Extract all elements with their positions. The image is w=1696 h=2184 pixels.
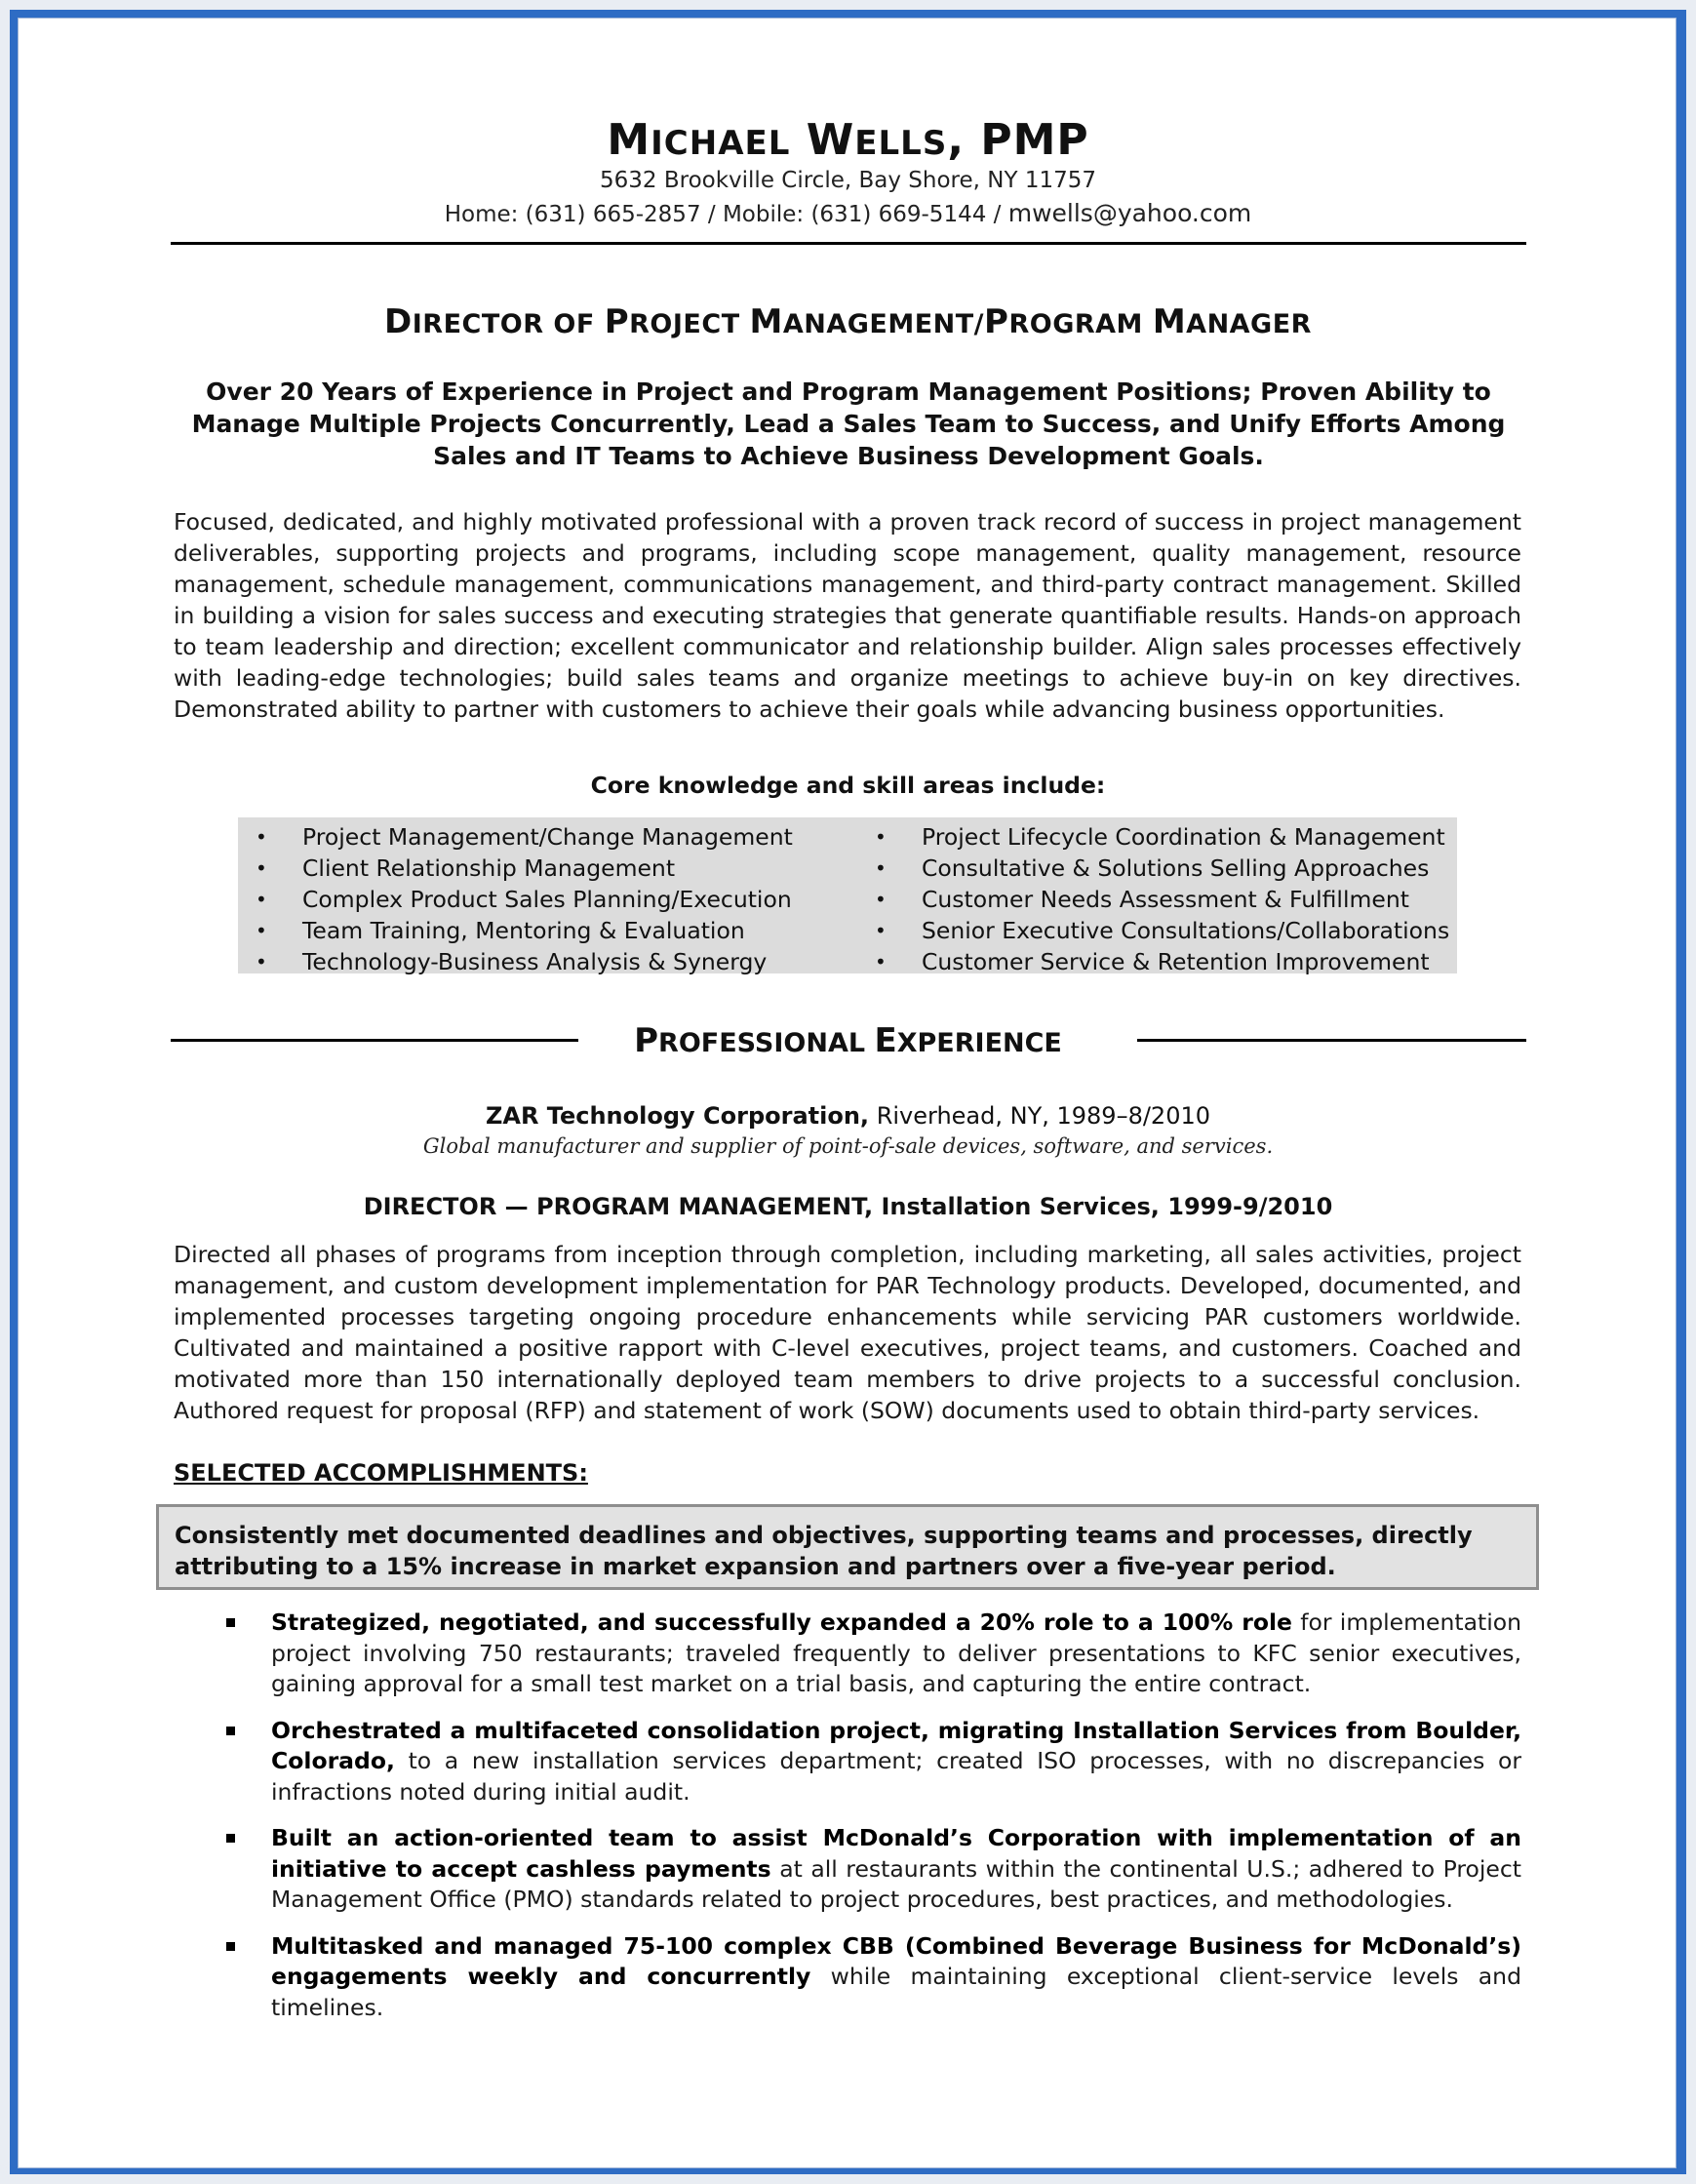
skill-item: • Senior Executive Consultations/Collaborations (857, 915, 1449, 946)
square-bullet-icon (226, 1942, 235, 1951)
company-line (0, 1102, 1696, 1130)
accomplishment-item: Strategized, negotiated, and successfully expanded a 20% role to a 100% role for implementation project involving 750 restaurants; traveled frequently to deliver presentations to KFC senior executives, gaining approval for a small test market on a trial basis, and capturing the entire contract. (222, 1608, 1521, 1700)
role-description: Directed all phases of programs from inception through completion, including marketing, all sales activities, project management, and custom development implementation for PAR Technology products. Developed, documented, and implemented processes targeting ongoing procedure enhancements while servicing PAR customers worldwide. Cultivated and maintained a positive rapport with C-level executives, project teams, and customers. Coached and motivated more than 150 internationally deployed team members to drive projects to a successful conclusion. Authored request for proposal (RFP) and statement of work (SOW) documents used to obtain third-party services. (174, 1241, 1521, 1424)
company-description: Global manufacturer and supplier of point-of-sale devices, software, and services. (422, 1134, 1274, 1158)
highlight-box (156, 1504, 1539, 1590)
skill-item: • Customer Service & Retention Improvement (857, 946, 1449, 977)
phone-numbers: Home: (631) 665-2857 / Mobile: (631) 669-5144 / (444, 202, 1008, 227)
skill-item: • Customer Needs Assessment & Fulfillment (857, 884, 1449, 915)
summary-paragraph: Focused, dedicated, and highly motivated professional with a proven track record of success in project management deliverables, supporting projects and programs, including scope management, quality management, resource management, schedule management, communications management, and third-party contract management. Skilled in building a vision for sales success and executing strategies that generate quantifiable results. Hands-on approach to team leadership and direction; excellent communicator and relationship builder. Align sales processes effectively with leading-edge technologies; build sales teams and organize meetings to achieve buy-in on key directives. Demonstrated ability to partner with customers to achieve their goals while advancing business opportunities. (174, 508, 1521, 723)
company-name: ZAR Technology Corporation, (485, 1102, 870, 1130)
section-rule-right (1137, 1039, 1526, 1042)
section-title-experience: PROFESSIONAL EXPERIENCE (634, 1021, 1062, 1060)
company-location: Riverhead, NY, 1989–8/2010 (869, 1102, 1211, 1130)
accomplishments-list (222, 1608, 1521, 2039)
skill-item: • Project Lifecycle Coordination & Management (857, 821, 1449, 853)
skill-item: • Complex Product Sales Planning/Execution (238, 884, 793, 915)
highlight-text: Consistently met documented deadlines and objectives, supporting teams and processes, directly attributing to a 15% increase in market expansion and partners over a five-year period. (175, 1522, 1473, 1580)
accomplishment-item: Orchestrated a multifaceted consolidation project, migrating Installation Services from Boulder, Colorado, to a new installation services department; created ISO processes, with no discrepancies or infractions noted during initial audit. (222, 1716, 1521, 1808)
square-bullet-icon (226, 1834, 235, 1843)
accomplishments-heading: SELECTED ACCOMPLISHMENTS: (174, 1459, 588, 1487)
skill-item: • Team Training, Mentoring & Evaluation (238, 915, 793, 946)
skills-box (238, 817, 1457, 973)
address-line: 5632 Brookville Circle, Bay Shore, NY 11757 (600, 168, 1096, 193)
email-link[interactable]: mwells@yahoo.com (1007, 199, 1252, 227)
skill-item: • Technology-Business Analysis & Synergy (238, 946, 793, 977)
skills-column-left (238, 821, 793, 977)
skill-item: • Client Relationship Management (238, 853, 793, 884)
skills-title: Core knowledge and skill areas include: (590, 772, 1106, 799)
accomplishment-item: Multitasked and managed 75-100 complex CBB (Combined Beverage Business for McDonald’s) engagements weekly and concurrently while maintaining exceptional client-service levels and timelines. (222, 1931, 1521, 2024)
square-bullet-icon (226, 1618, 235, 1627)
skills-column-right (857, 821, 1449, 977)
job-headline: DIRECTOR OF PROJECT MANAGEMENT/PROGRAM MANAGER (384, 302, 1312, 341)
contact-line (0, 199, 1696, 227)
square-bullet-icon (226, 1727, 235, 1735)
candidate-name: MICHAEL WELLS, PMP (607, 115, 1089, 165)
tagline: Over 20 Years of Experience in Project and Program Management Positions; Proven Ability to Manage Multiple Projects Concurrently, Lead a Sales Team to Success, and Unify Efforts Among Sales and IT Teams to Achieve Business Development Goals. (191, 377, 1506, 470)
header-divider (171, 242, 1526, 245)
skill-item: • Project Management/Change Management (238, 821, 793, 853)
role-title: DIRECTOR — PROGRAM MANAGEMENT, Installation Services, 1999-9/2010 (363, 1193, 1333, 1220)
skill-item: • Consultative & Solutions Selling Approaches (857, 853, 1449, 884)
accomplishment-item: Built an action-oriented team to assist McDonald’s Corporation with implementation of an initiative to accept cashless payments at all restaurants within the continental U.S.; adhered to Project Management Office (PMO) standards related to project procedures, best practices, and methodologies. (222, 1823, 1521, 1916)
